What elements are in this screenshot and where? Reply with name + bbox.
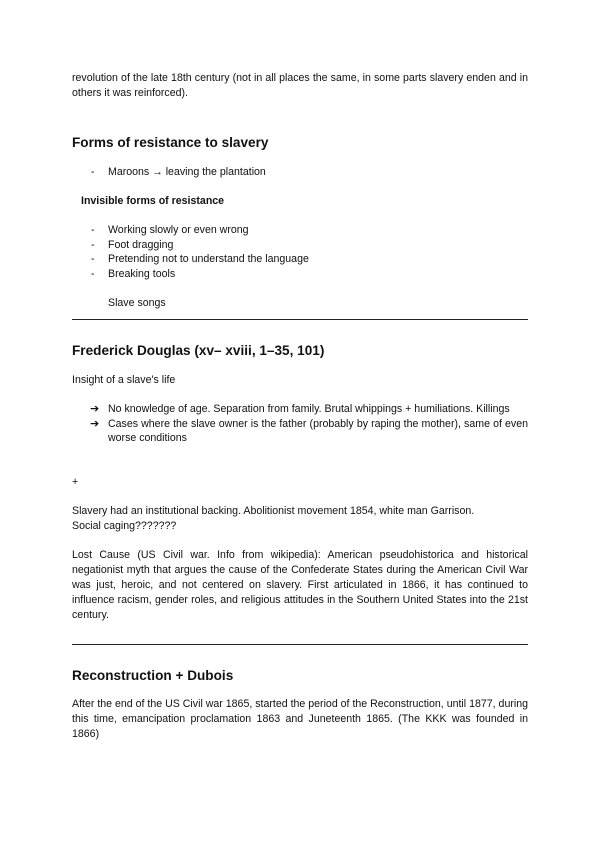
bullet-dash: - [91, 238, 95, 251]
subsection-title-invisible: Invisible forms of resistance [81, 195, 225, 207]
slave-songs-text: Slave songs [108, 297, 166, 309]
list-item [72, 267, 528, 282]
section-title-resistance: Forms of resistance to slavery [72, 135, 269, 150]
list-item-text: Breaking tools [108, 267, 176, 280]
bullet-dash: - [91, 253, 95, 266]
arrow-list-item-text: Cases where the slave owner is the father (probably by raping the mother), same of even worse conditions [108, 417, 528, 445]
arrow-list-item-text: No knowledge of age. Separation from family. Brutal whippings + humiliations. Killings [108, 403, 510, 415]
douglas-arrow-list [72, 402, 528, 446]
arrow-list-item [72, 417, 528, 446]
bullet-dash: - [91, 267, 95, 280]
arrow-bullet-icon: ➔ [90, 417, 100, 430]
institutional-line-2: Social caging??????? [72, 520, 177, 532]
invisible-resistance-list [72, 223, 528, 281]
insight-text: Insight of a slave's life [72, 374, 176, 386]
bullet-dash: - [91, 166, 95, 178]
lost-cause-paragraph: Lost Cause (US Civil war. Info from wikipedia): American pseudohistorica and historical negationist myth that argues the cause of the Confederate States during the American Civil War was just, heroic, and not centered on slavery. First articulated in 1866, it has continued to influence racism, gender roles, and religious attitudes in the Southern United States into the 21st century. [72, 549, 528, 621]
list-item-text: Maroons → leaving the plantation [108, 166, 266, 178]
list-item-text: Working slowly or even wrong [108, 224, 249, 236]
bullet-dash: - [91, 224, 95, 236]
institutional-line-1: Slavery had an institutional backing. Abolitionist movement 1854, white man Garrison. [72, 505, 475, 517]
list-item [72, 165, 528, 180]
divider [72, 319, 528, 320]
list-item [72, 223, 528, 238]
divider [72, 644, 528, 645]
maroons-list [72, 165, 528, 180]
section-title-reconstruction: Reconstruction + Dubois [72, 668, 234, 683]
section-title-douglas: Frederick Douglas (xv– xviii, 1–35, 101) [72, 343, 325, 358]
arrow-list-item [72, 402, 528, 417]
list-item [72, 238, 528, 253]
arrow-bullet-icon: ➔ [90, 403, 100, 415]
list-item-text: Foot dragging [108, 238, 174, 251]
reconstruction-paragraph: After the end of the US Civil war 1865, started the period of the Reconstruction, until 1877, during this time, emancipation proclamation 1863 and Juneteenth 1865. (The KKK was founded in 1866) [72, 698, 528, 740]
list-item [72, 252, 528, 267]
list-item-text: Pretending not to understand the language [108, 253, 309, 266]
plus-sign: + [72, 476, 79, 488]
intro-paragraph: revolution of the late 18th century (not in all places the same, in some parts slavery enden and in others it was reinforced). [72, 72, 528, 99]
